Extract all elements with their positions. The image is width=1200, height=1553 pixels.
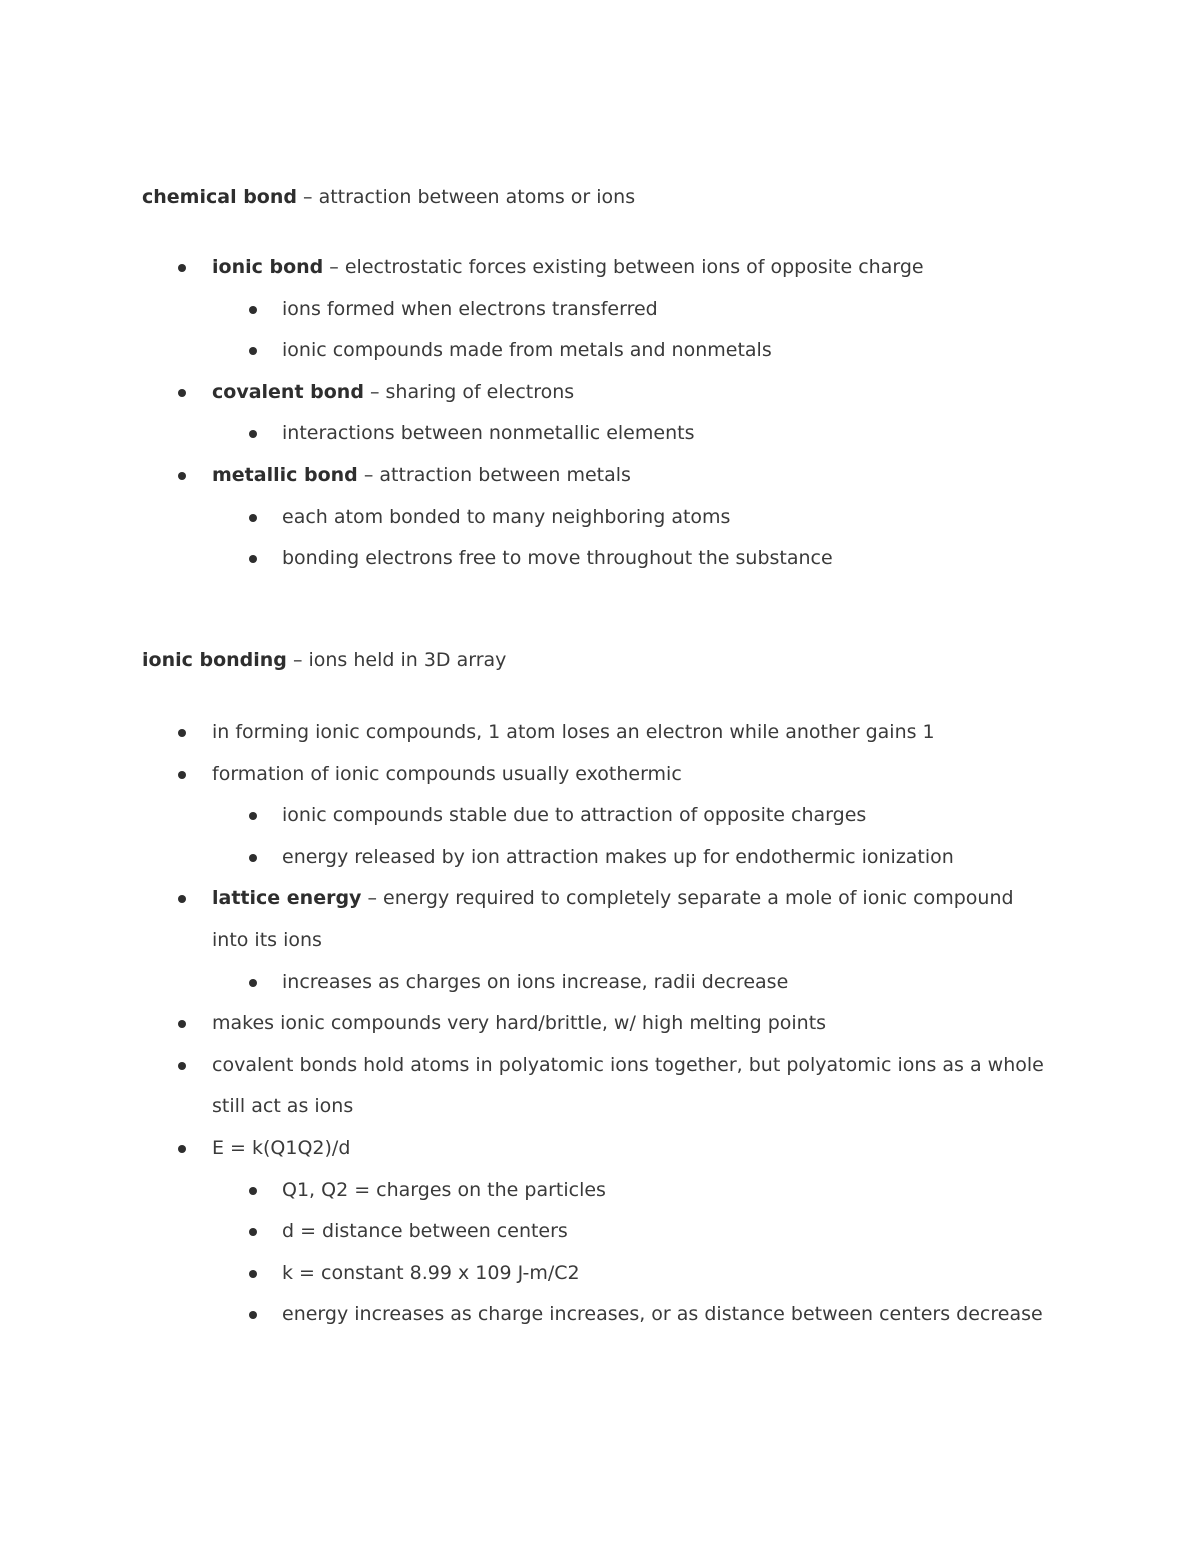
list-item (282, 1170, 1052, 1212)
item-text: ionic compounds made from metals and nonmetals (282, 339, 772, 362)
item-text: Q1, Q2 = charges on the particles (282, 1178, 606, 1201)
list-item (212, 247, 1052, 289)
list-item (282, 962, 1052, 1004)
bullet-icon (178, 472, 186, 480)
bullet-icon (178, 264, 186, 272)
bullet-icon (249, 1311, 257, 1319)
bullet-icon (178, 771, 186, 779)
bullet-icon (178, 1145, 186, 1153)
heading-term: ionic bonding (142, 649, 287, 671)
list-item (282, 497, 1052, 539)
item-term: metallic bond (212, 463, 358, 486)
item-text: formation of ionic compounds usually exothermic (212, 762, 682, 785)
item-text: each atom bonded to many neighboring atoms (282, 505, 731, 528)
item-term: ionic bond (212, 256, 324, 278)
heading-definition: – attraction between atoms or ions (296, 186, 636, 208)
heading-term: chemical bond (142, 186, 297, 208)
list-item (212, 372, 1052, 414)
list-item (282, 330, 1052, 372)
item-text: in forming ionic compounds, 1 atom loses an electron while another gains 1 (212, 721, 935, 743)
list-item (282, 1294, 1052, 1336)
bullet-icon (249, 1270, 257, 1278)
list-item (282, 795, 1052, 837)
bullet-icon (249, 514, 257, 522)
bullet-icon (178, 389, 186, 397)
bullet-icon (249, 430, 257, 438)
item-text: covalent bonds hold atoms in polyatomic ions together, but polyatomic ions as a whole still act as ions (212, 1053, 1044, 1118)
bullet-icon (249, 812, 257, 820)
bullet-list-chemical-bond (0, 247, 1200, 580)
list-item (282, 1253, 1052, 1295)
bullet-icon (249, 347, 257, 355)
list-item (282, 1211, 1052, 1253)
item-definition: – sharing of electrons (363, 380, 575, 403)
bullet-icon (178, 895, 186, 903)
item-text: d = distance between centers (282, 1220, 568, 1243)
list-item (282, 538, 1052, 580)
item-text: energy released by ion attraction makes up for endothermic ionization (282, 845, 954, 868)
list-item (212, 1045, 1052, 1128)
item-text: interactions between nonmetallic elements (282, 422, 695, 445)
item-text: bonding electrons free to move throughout the substance (282, 547, 833, 570)
list-item (282, 837, 1052, 879)
list-item (212, 878, 1052, 961)
section-heading-ionic-bonding (142, 646, 506, 674)
list-item (282, 289, 1052, 331)
section-heading-chemical-bond (142, 183, 635, 211)
bullet-icon (249, 555, 257, 563)
item-definition: – electrostatic forces existing between ions of opposite charge (323, 256, 924, 278)
bullet-icon (249, 306, 257, 314)
item-text: E = k(Q1Q2)/d (212, 1136, 351, 1159)
item-text: ionic compounds stable due to attraction of opposite charges (282, 804, 867, 827)
item-text: increases as charges on ions increase, radii decrease (282, 970, 789, 993)
item-text: makes ionic compounds very hard/brittle, w/ high melting points (212, 1012, 827, 1035)
list-item (212, 1128, 1052, 1170)
bullet-icon (249, 1187, 257, 1195)
item-definition: – attraction between metals (357, 463, 631, 486)
bullet-icon (178, 1020, 186, 1028)
item-definition: – energy required to completely separate a mole of ionic compound into its ions (212, 887, 1014, 951)
bullet-icon (249, 854, 257, 862)
item-text: k = constant 8.99 x 109 J-m/C2 (282, 1261, 580, 1284)
bullet-icon (178, 729, 186, 737)
item-term: covalent bond (212, 380, 364, 403)
list-item (212, 455, 1052, 497)
list-item (212, 754, 1052, 796)
list-item (212, 1003, 1052, 1045)
heading-definition: – ions held in 3D array (286, 649, 507, 671)
item-text: energy increases as charge increases, or as distance between centers decrease (282, 1303, 1043, 1326)
bullet-icon (249, 979, 257, 987)
item-text: ions formed when electrons transferred (282, 297, 658, 320)
bullet-icon (249, 1228, 257, 1236)
list-item (212, 712, 1052, 754)
item-term: lattice energy (212, 887, 362, 910)
bullet-list-ionic-bonding (0, 712, 1200, 1336)
bullet-icon (178, 1062, 186, 1070)
list-item (282, 413, 1052, 455)
